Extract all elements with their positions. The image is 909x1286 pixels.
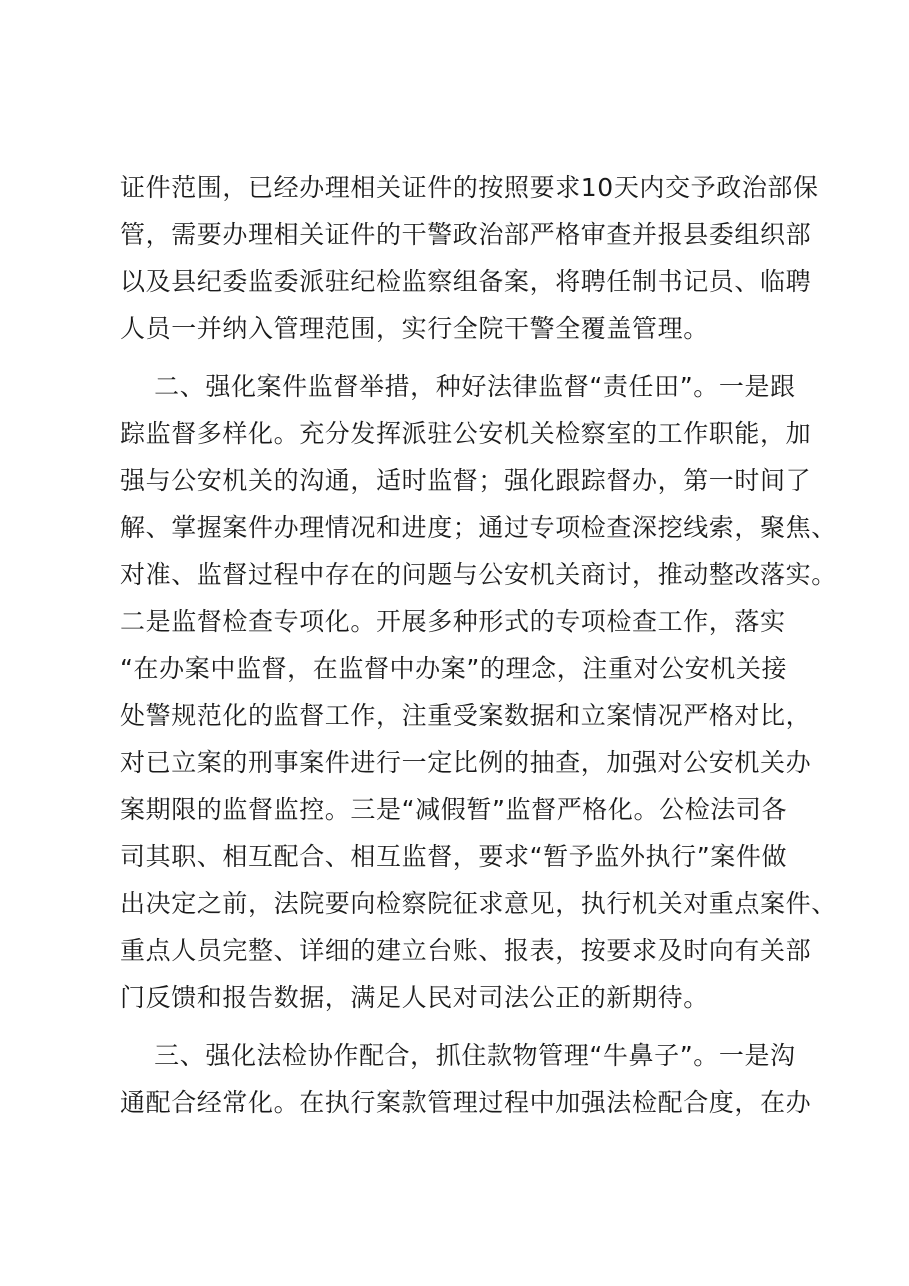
text-line: 二、强化案件监督举措，种好法律监督“责任田”。一是跟 [120,372,796,401]
document-body [120,164,837,1126]
text-line: 证件范围，已经办理相关证件的按照要求10天内交予政治部保 [120,173,819,202]
text-line: 出决定之前，法院要向检察院征求意见，执行机关对重点案件、 [120,889,837,918]
paragraph-1 [120,164,819,352]
text-line: 案期限的监督监控。三是“减假暂”监督严格化。公检法司各 [120,795,788,824]
text-line: 强与公安机关的沟通，适时监督；强化跟踪督办，第一时间了 [120,466,812,495]
text-line: 门反馈和报告数据，满足人民对司法公正的新期待。 [120,983,709,1012]
text-line: 管，需要办理相关证件的干警政治部严格审查并报县委组织部 [120,220,812,249]
text-line: 三、强化法检协作配合，抓住款物管理“牛鼻子”。一是沟 [120,1041,796,1070]
text-line: 处警规范化的监督工作，注重受案数据和立案情况严格对比， [120,701,812,730]
text-line: 重点人员完整、详细的建立台账、报表，按要求及时向有关部 [120,936,812,965]
text-line: 二是监督检查专项化。开展多种形式的专项检查工作，落实 [120,607,786,636]
text-line: 踪监督多样化。充分发挥派驻公安机关检察室的工作职能，加 [120,419,812,448]
text-line: 司其职、相互配合、相互监督，要求“暂予监外执行”案件做 [120,842,788,871]
paragraph-3 [120,1032,812,1126]
text-line: 对已立案的刑事案件进行一定比例的抽查，加强对公安机关办 [120,748,812,777]
paragraph-2 [120,363,837,1021]
text-line: 对准、监督过程中存在的问题与公安机关商讨，推动整改落实。 [120,560,837,589]
text-line: 人员一并纳入管理范围，实行全院干警全覆盖管理。 [120,314,709,343]
text-line: 解、掌握案件办理情况和进度；通过专项检查深挖线索，聚焦、 [120,513,837,542]
text-line: “在办案中监督，在监督中办案”的理念，注重对公安机关接 [120,654,788,683]
text-line: 通配合经常化。在执行案款管理过程中加强法检配合度，在办 [120,1088,812,1117]
text-line: 以及县纪委监委派驻纪检监察组备案，将聘任制书记员、临聘 [120,267,812,296]
